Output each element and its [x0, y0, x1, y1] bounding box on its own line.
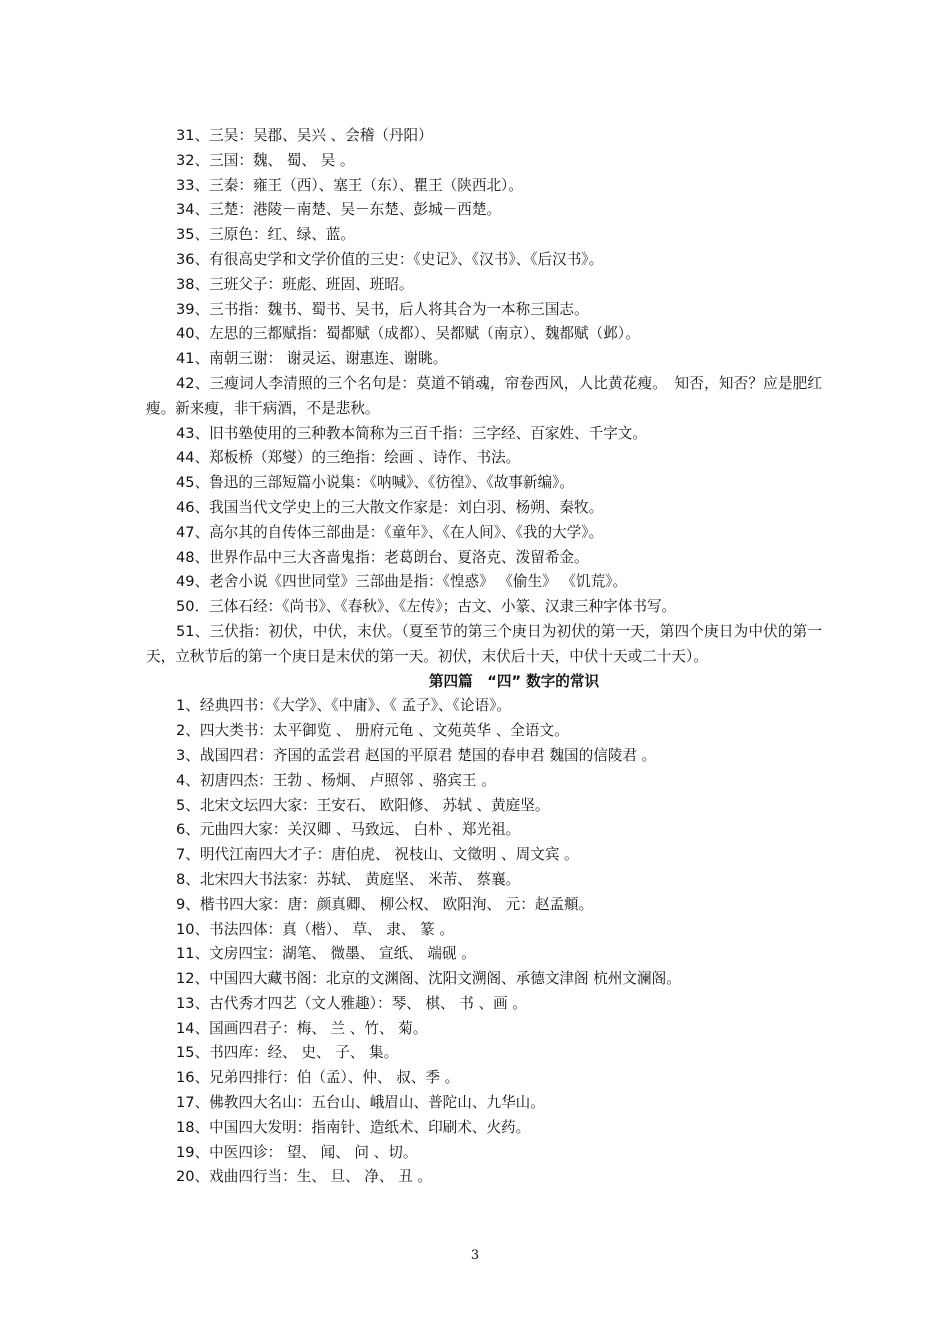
list-item: 49、老舍小说《四世同堂》三部曲是指：《惶惑》 《偷生》 《饥荒》。 — [176, 573, 628, 591]
list-item: 32、三国：魏、 蜀、 吴 。 — [176, 151, 355, 169]
section-three-items — [146, 124, 822, 670]
list-item: 7、明代江南四大才子：唐伯虎、 祝枝山、文徵明 、周文宾 。 — [176, 846, 579, 864]
list-item: 11、文房四宝：湖笔、 微墨、 宣纸、 端砚 。 — [176, 945, 476, 963]
section-heading: 第四篇 “四” 数字的常识 — [428, 672, 600, 690]
list-item: 43、旧书塾使用的三种教本简称为三百千指：三字经、百家姓、千字文。 — [176, 424, 647, 442]
list-item: 48、世界作品中三大吝啬鬼指：老葛朗台、夏洛克、泼留希金。 — [176, 548, 589, 566]
list-item: 35、三原色：红、绿、蓝。 — [176, 226, 356, 244]
page-number: 3 — [470, 1248, 480, 1263]
list-item: 1、经典四书：《大学》、《中庸》、《 孟子》、《论语》。 — [176, 697, 511, 715]
list-item: 44、郑板桥（郑燮）的三绝指：绘画 、诗作、书法。 — [176, 449, 521, 467]
list-item: 45、鲁迅的三部短篇小说集：《呐喊》、《彷徨》、《故事新编》。 — [176, 474, 574, 492]
document-body — [146, 124, 822, 1190]
list-item: 4、初唐四杰：王勃 、杨炯、 卢照邻 、骆宾王 。 — [176, 771, 496, 789]
list-item: 17、佛教四大名山：五台山、峨眉山、普陀山、九华山。 — [176, 1094, 545, 1112]
list-item: 47、高尔其的自传体三部曲是：《童年》、《在人间》、《我的大学》。 — [176, 523, 604, 541]
section-four-items — [146, 694, 822, 1190]
list-item: 34、三楚：港陵－南楚、吴－东楚、彭城－西楚。 — [176, 201, 502, 219]
list-item: 19、中医四诊： 望、 闻、 问 、切。 — [176, 1143, 418, 1161]
list-item: 3、战国四君：齐国的孟尝君 赵国的平原君 楚国的春申君 魏国的信陵君 。 — [176, 746, 657, 764]
list-item: 33、三秦：雍王（西）、塞王（东）、瞿王（陕西北）。 — [176, 176, 523, 194]
list-item: 39、三书指：魏书、蜀书、吴书，后人将其合为一本称三国志。 — [176, 300, 589, 318]
list-item: 18、中国四大发明：指南针、造纸术、印刷术、火药。 — [176, 1118, 531, 1136]
list-item: 2、四大类书：太平御览 、 册府元龟 、文苑英华 、全语文。 — [176, 722, 569, 740]
list-item: 12、中国四大藏书阁：北京的文渊阁、沈阳文溯阁、承德文津阁 杭州文澜阁。 — [176, 970, 681, 988]
list-item: 31、三吴：吴郡、吴兴 、会稽（丹阳） — [176, 127, 433, 144]
list-item: 14、国画四君子：梅、 兰 、竹、 菊。 — [176, 1019, 428, 1037]
list-item: 38、三班父子：班彪、班固、班昭。 — [176, 275, 414, 293]
list-item: 13、古代秀才四艺（文人雅趣）：琴、 棋、 书 、画 。 — [176, 994, 527, 1012]
list-item: 50．三体石经：《尚书》、《春秋》、《左传》；古文、小篆、汉隶三种字体书写。 — [176, 598, 677, 616]
list-item: 6、元曲四大家：关汉卿 、马致远、 白朴 、郑光祖。 — [176, 821, 521, 839]
list-item: 8、北宋四大书法家：苏轼、 黄庭坚、 米芾、 蔡襄。 — [176, 870, 521, 888]
list-item: 20、戏曲四行当：生、 旦、 净、 丑 。 — [176, 1168, 433, 1186]
list-item: 16、兄弟四排行：伯（孟）、仲、 叔、季 。 — [176, 1069, 460, 1087]
list-item: 40、左思的三都赋指：蜀都赋（成都）、吴都赋（南京）、魏都赋（邺）。 — [176, 325, 640, 343]
list-item: 41、南朝三谢： 谢灵运、谢惠连、谢眺。 — [176, 350, 448, 368]
list-item: 9、楷书四大家：唐：颜真卿、 柳公权、 欧阳洵、 元：赵孟頫。 — [176, 895, 594, 913]
list-item: 51、三伏指：初伏，中伏，末伏。（夏至节的第三个庚日为初伏的第一天，第四个庚日为中伏的第一天，立秋节后的第一个庚日是末伏的第一天。初伏，末伏后十天，中伏十天或二十天）。 — [146, 622, 822, 665]
list-item: 10、书法四体：真（楷）、 草、 隶、 篆 。 — [176, 920, 454, 938]
list-item: 15、书四库：经、 史、 子、 集。 — [176, 1044, 399, 1062]
list-item: 5、北宋文坛四大家：王安石、 欧阳修、 苏轼 、黄庭坚。 — [176, 796, 550, 814]
list-item: 46、我国当代文学史上的三大散文作家是：刘白羽、杨朔、秦牧。 — [176, 498, 604, 516]
list-item: 42、三瘦词人李清照的三个名句是：莫道不销魂，帘卷西风，人比黄花瘦。 知否，知否？应是肥红瘦。新来瘦，非干病酒，不是悲秋。 — [146, 374, 822, 417]
list-item: 36、有很高史学和文学价值的三史：《史记》、《汉书》、《后汉书》。 — [176, 250, 604, 268]
